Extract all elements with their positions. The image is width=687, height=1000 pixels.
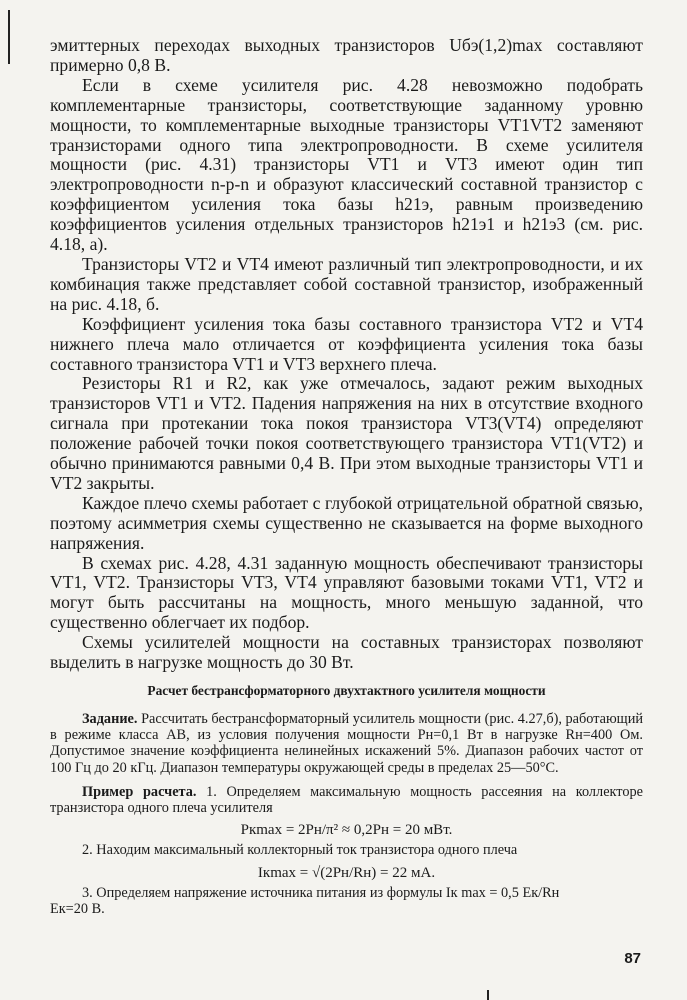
equation-1: Pкmax = 2Pн/π² ≈ 0,2Pн = 20 мВт. <box>240 822 453 839</box>
task-label: Задание. <box>82 711 138 727</box>
paragraph: В схемах рис. 4.28, 4.31 заданную мощность обеспечивают транзисторы VT1, VT2. Транзисторы VT3, VT4 управляют базовыми токами VT1, VT2 и могут быть рассчитаны на мощность, много меньшую заданной, что существенно облегчает их подбор. <box>50 552 643 633</box>
paragraph: Каждое плечо схемы работает с глубокой отрицательной обратной связью, поэтому асимметрия схемы существенно не сказывается на форме выходного напряжения. <box>50 492 643 553</box>
task-paragraph <box>50 711 643 776</box>
step-3: 3. Определяем напряжение источника питания из формулы Iк max = 0,5 Eк/Rн <box>82 884 560 901</box>
main-text <box>50 36 643 673</box>
step-1: 1. Определяем максимальную мощность рассеяния на коллекторе транзистора одного плеча усилителя <box>50 783 643 817</box>
paragraph: Резисторы R1 и R2, как уже отмечалось, задают режим выходных транзисторов VT1 и VT2. Падения напряжения на них в отсутствие входного сигнала при протекании тока покоя транзистора VT3(VT4) определяют положение рабочей точки покоя соответствующего транзистора VT1(VT2) и обычно принимаются равными 0,4 В. При этом выходные транзисторы VT1 и VT2 закрыты. <box>50 373 643 493</box>
paragraph: Если в схеме усилителя рис. 4.28 невозможно подобрать комплементарные транзисторы, соответствующие заданному уровню мощности, то комплементарные выходные транзисторы VT1VT2 заменяют транзисторами одного типа электропроводности. В схеме усилителя мощности (рис. 4.31) транзисторы VT1 и VT3 имеют один тип электропроводности n-p-n и образуют классический составной транзистор с коэффициентом усиления тока базы h21э, равным произведению коэффициентов усиления отдельных транзисторов h21э1 и h21э3 (см. рис. 4.18, а). <box>50 74 643 255</box>
section-heading: Расчет бестрансформаторного двухтактного усилителя мощности <box>147 683 546 698</box>
step-3-result: Eк=20 В. <box>50 901 105 918</box>
paragraph: Транзисторы VT2 и VT4 имеют различный тип электропроводности, и их комбинация также представляет собой составной транзистор, изображенный на рис. 4.18, б. <box>50 253 643 314</box>
equation-2: Iкmax = √(2Pн/Rн) = 22 мА. <box>257 864 436 881</box>
example-label: Пример расчета. <box>82 783 197 800</box>
paragraph: Коэффициент усиления тока базы составного транзистора VT2 и VT4 нижнего плеча мало отличается от коэффициента усиления тока базы составного транзистора VT1 и VT3 верхнего плеча. <box>50 313 643 374</box>
task-text: Рассчитать бестрансформаторный усилитель мощности (рис. 4.27,б), работающий в режиме класса АВ, из условия получения мощности Pн=0,1 Вт в нагрузке Rн=400 Ом. Допустимое значение коэффициента нелинейных искажений 5%. Диапазон рабочих частот от 100 Гц до 20 кГц. Диапазон температуры окружающей среды в пределах 25—50°С. <box>50 711 643 776</box>
paragraph: эмиттерных переходах выходных транзисторов Uбэ(1,2)max составляют примерно 0,8 В. <box>50 35 643 75</box>
worked-example <box>50 711 643 917</box>
margin-mark <box>8 10 10 64</box>
crop-mark <box>487 990 489 1000</box>
paragraph: Схемы усилителей мощности на составных транзисторах позволяют выделить в нагрузке мощность до 30 Вт. <box>50 632 643 673</box>
example-paragraph <box>50 784 643 816</box>
step-2: 2. Находим максимальный коллекторный ток транзистора одного плеча <box>82 842 518 859</box>
page-number: 87 <box>624 950 641 967</box>
